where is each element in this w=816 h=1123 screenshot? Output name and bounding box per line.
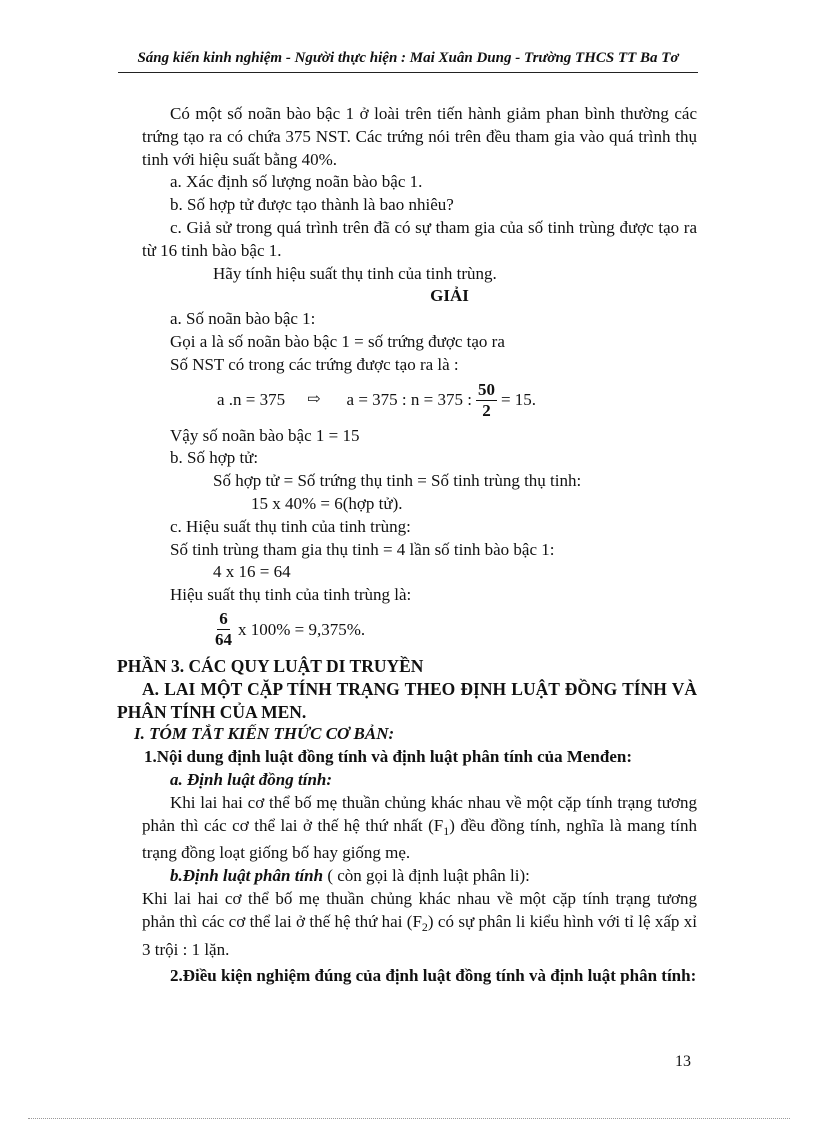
header-divider bbox=[118, 72, 698, 73]
page-number: 13 bbox=[675, 1053, 691, 1070]
problem-question-c2: Hãy tính hiệu suất thụ tinh của tinh trùng. bbox=[213, 263, 497, 283]
law-a-title: a. Định luật đồng tính: bbox=[170, 769, 333, 789]
section-a-title: A. LAI MỘT CẶP TÍNH TRẠNG THEO ĐỊNH LUẬT ĐỒNG TÍNH VÀ PHÂN TÍNH CỦA MEN. bbox=[117, 678, 697, 722]
fraction-numerator: 50 bbox=[477, 380, 495, 400]
fraction-numerator: 6 bbox=[219, 609, 228, 629]
solution-a-result: Vậy số noãn bào bậc 1 = 15 bbox=[170, 425, 360, 445]
solution-c-line3: Hiệu suất thụ tinh của tinh trùng là: bbox=[170, 585, 412, 605]
solution-b-line1: Số hợp tử = Số trứng thụ tinh = Số tinh trùng thụ tinh: bbox=[213, 471, 582, 491]
problem-question-b: b. Số hợp tử được tạo thành là bao nhiêu? bbox=[170, 195, 454, 215]
solution-c-line1: Số tinh trùng tham gia thụ tinh = 4 lần số tinh bào bậc 1: bbox=[170, 539, 555, 559]
arrow-right-icon: ⇨ bbox=[307, 391, 321, 409]
solution-b-line2: 15 x 40% = 6(hợp tử). bbox=[251, 493, 403, 513]
fraction-denominator: 2 bbox=[482, 401, 491, 421]
problem-question-c: c. Giả sử trong quá trình trên đã có sự tham gia của số tinh trùng được tạo ra từ 16 tinh bào bậc 1. bbox=[142, 217, 697, 260]
section-i-title: I. TÓM TẮT KIẾN THỨC CƠ BẢN: bbox=[134, 724, 395, 744]
law-a-text-part1: Khi lai hai cơ thể bố mẹ thuần chủng khác nhau về một cặp tính trạng tương phản thì các cơ thể lai ở thế hệ thứ nhất (F bbox=[142, 792, 697, 835]
equation-line bbox=[142, 377, 697, 425]
problem-question-a: a. Xác định số lượng noãn bào bậc 1. bbox=[170, 172, 423, 192]
item-2-title: 2.Điều kiện nghiệm đúng của định luật đồng tính và định luật phân tính: bbox=[170, 966, 697, 986]
solution-c-line2: 4 x 16 = 64 bbox=[213, 562, 291, 582]
fraction-denominator: 64 bbox=[215, 630, 232, 650]
solution-a-head: a. Số noãn bào bậc 1: bbox=[170, 309, 316, 329]
law-b-heading bbox=[142, 865, 697, 888]
solution-a-line1: Gọi a là số noãn bào bậc 1 = số trứng được tạo ra bbox=[170, 331, 505, 351]
law-b-title: b.Định luật phân tính bbox=[170, 866, 324, 886]
footer-divider bbox=[28, 1118, 790, 1119]
law-b-note: ( còn gọi là định luật phân li): bbox=[323, 866, 530, 886]
solution-c-head: c. Hiệu suất thụ tinh của tinh trùng: bbox=[170, 516, 411, 536]
part3-title: PHẦN 3. CÁC QUY LUẬT DI TRUYỀN bbox=[117, 655, 424, 676]
equation-mid: a = 375 : n = 375 : bbox=[346, 390, 472, 410]
law-a-text bbox=[142, 792, 697, 865]
equation-left: a .n = 375 bbox=[217, 390, 286, 410]
law-b-text-part2: ) có sự phân li kiểu hình với tỉ lệ xấp xỉ 3 trội : 1 lặn. bbox=[142, 911, 697, 959]
page-header: Sáng kiến kinh nghiệm - Người thực hiện : Mai Xuân Dung - Trường THCS TT Ba Tơ bbox=[137, 50, 679, 66]
problem-intro: Có một số noãn bào bậc 1 ở loài trên tiến hành giảm phan bình thường các trứng tạo ra có chứa 375 NST. Các trứng nói trên đều tham gia vào quá trình thụ tinh với hiệu suất bằng 40%. bbox=[142, 104, 697, 169]
efficiency-equation bbox=[142, 607, 697, 653]
law-b-text-part1: Khi lai hai cơ thể bố mẹ thuần chủng khác nhau về một cặp tính trạng tương phản thì các cơ thể lai ở thế hệ thứ hai (F bbox=[142, 888, 697, 931]
law-b-subscript: 2 bbox=[421, 919, 428, 934]
fraction-6-64 bbox=[213, 609, 234, 650]
solution-title: GIẢI bbox=[430, 286, 469, 306]
law-a-text-part2: ) đều đồng tính, nghĩa là mang tính trạng đồng loạt giống bố hay giống mẹ. bbox=[142, 815, 697, 863]
item-1-title: 1.Nội dung định luật đồng tính và định luật phân tính của Menđen: bbox=[144, 747, 632, 767]
solution-b-head: b. Số hợp tử: bbox=[170, 448, 259, 468]
solution-a-line2: Số NST có trong các trứng được tạo ra là : bbox=[170, 354, 459, 374]
fraction-50-2 bbox=[476, 380, 497, 421]
law-b-text bbox=[142, 888, 697, 961]
equation-right: = 15. bbox=[500, 390, 537, 410]
law-a-subscript: 1 bbox=[443, 823, 450, 838]
page-body bbox=[117, 103, 697, 988]
efficiency-result: x 100% = 9,375%. bbox=[238, 619, 366, 639]
